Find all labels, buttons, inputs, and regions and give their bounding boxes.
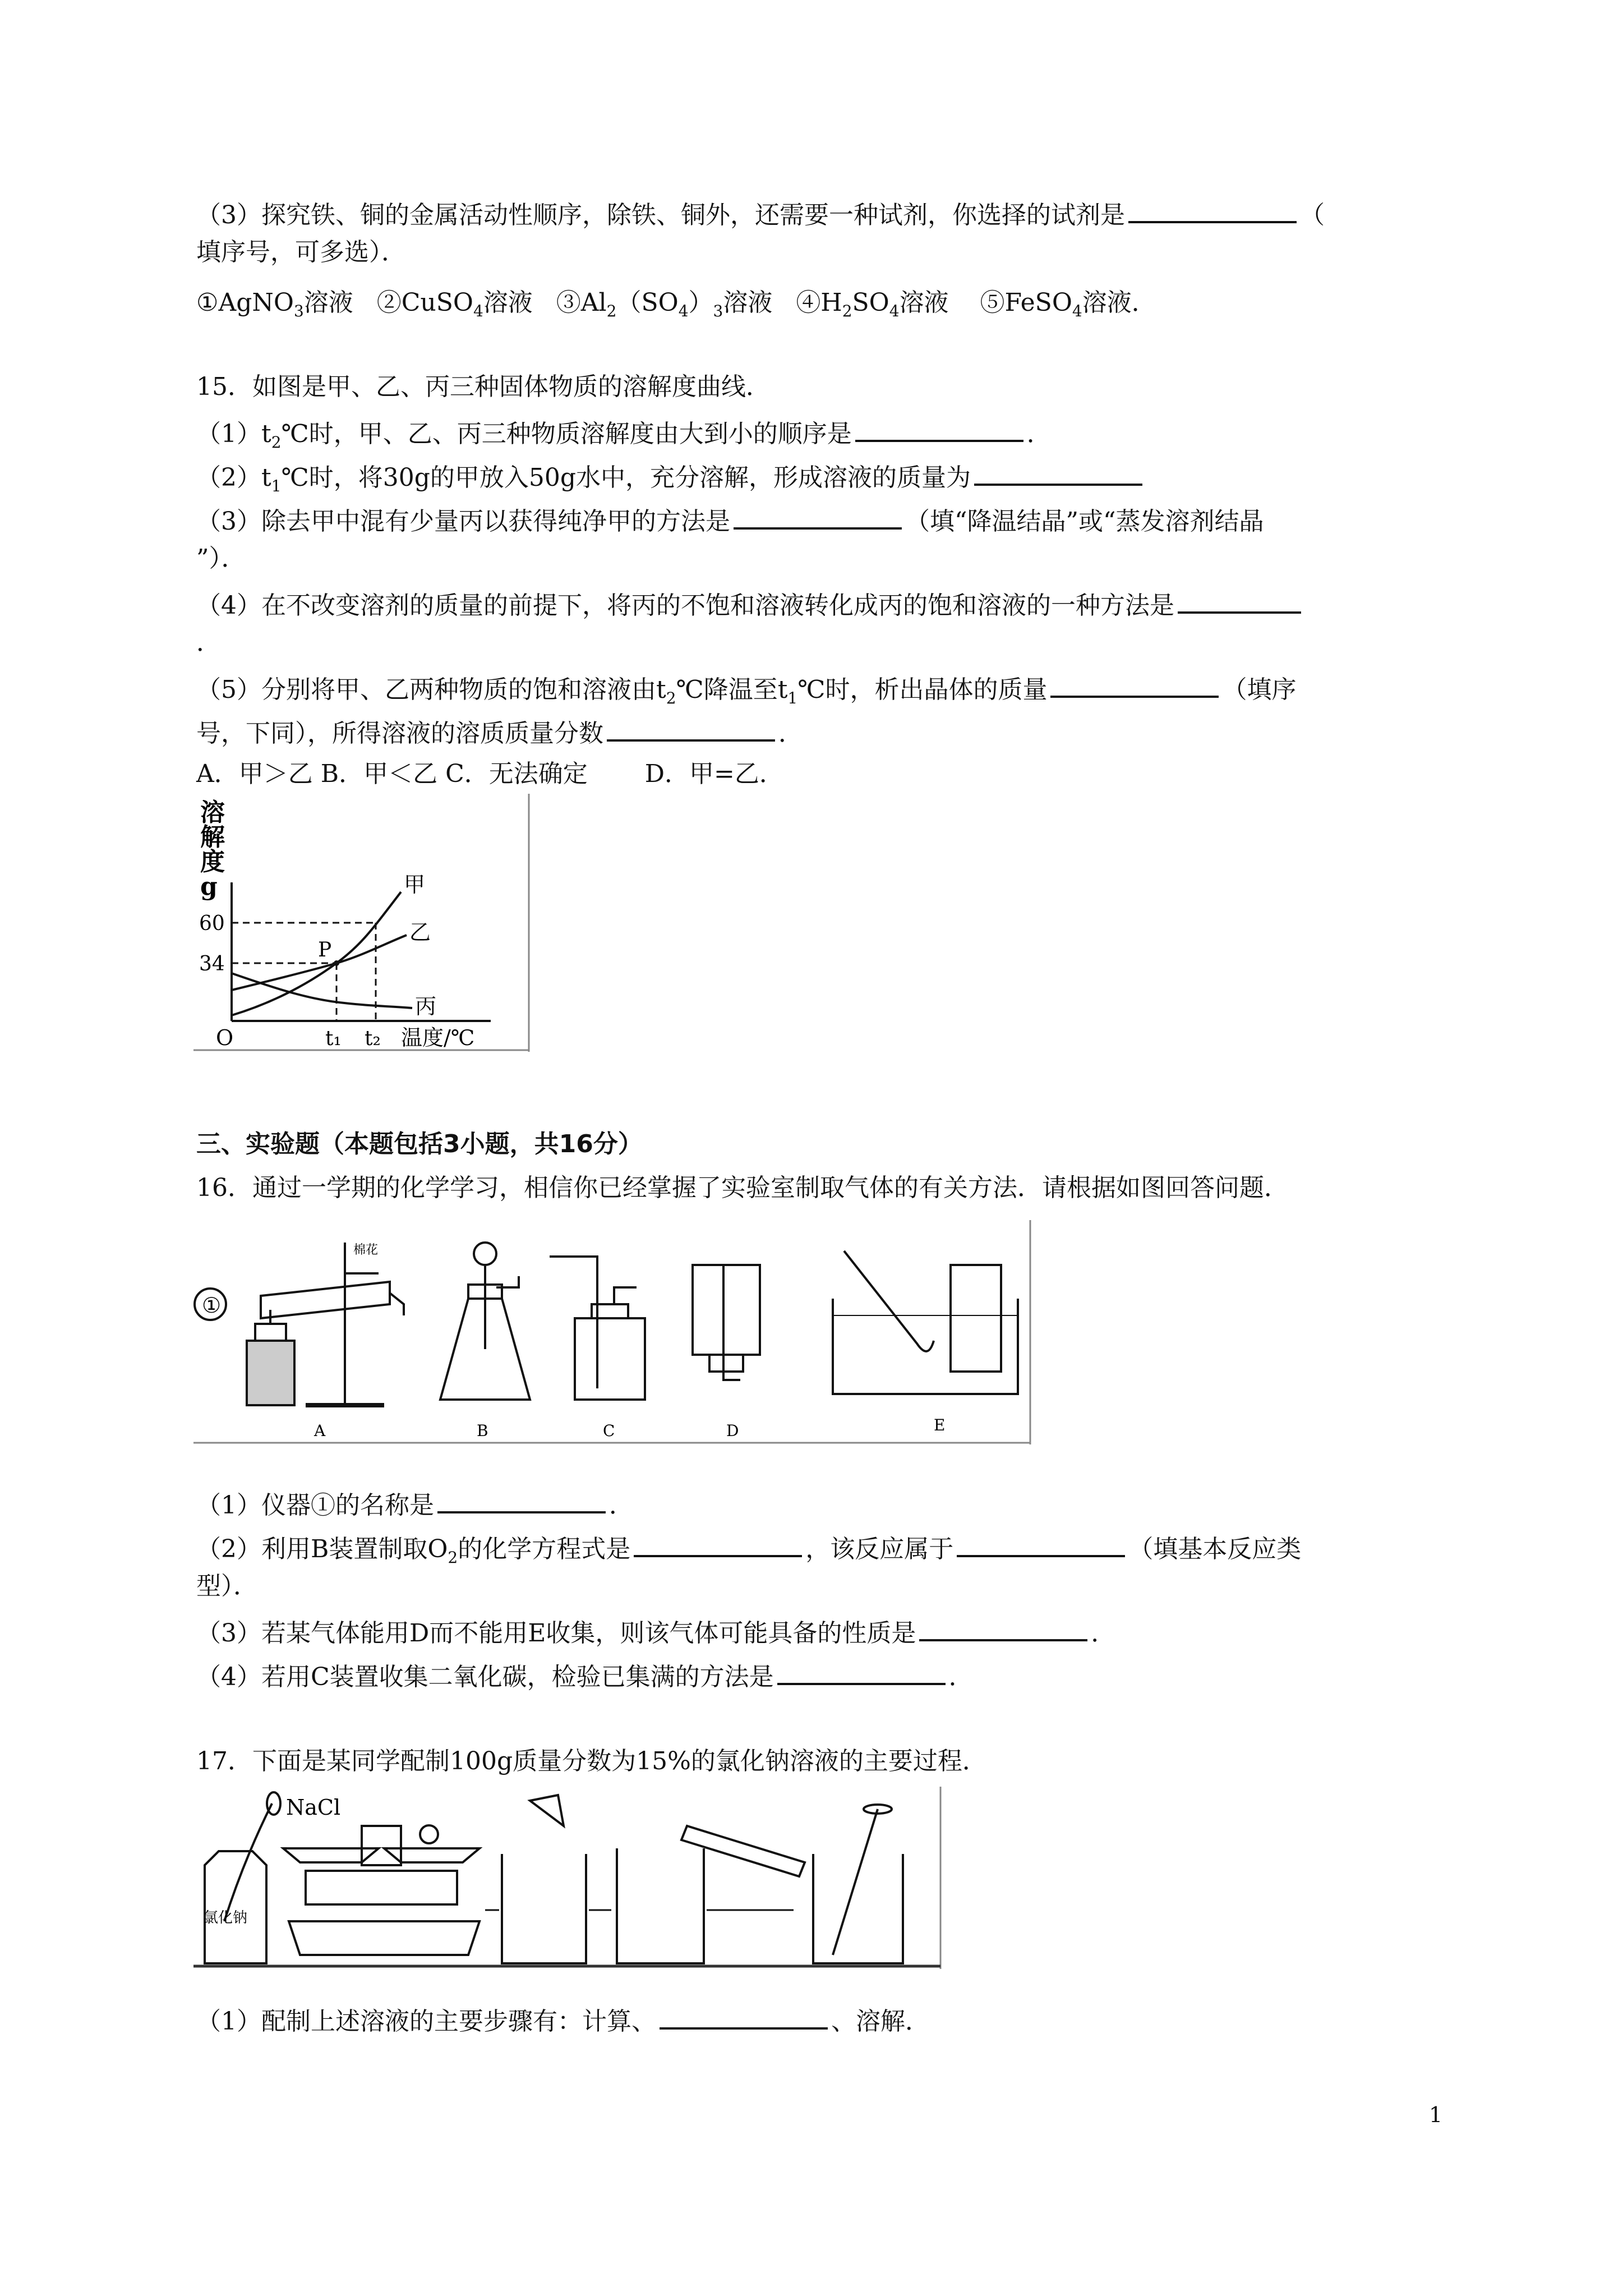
answer-blank[interactable]	[957, 1529, 1125, 1557]
answer-blank[interactable]	[1128, 195, 1297, 223]
q16-part-2-cont: 型）．	[196, 1572, 258, 1600]
solution-preparation-figure	[193, 1787, 945, 1969]
q15-part-1: $(1)t_2℃$时，甲、乙、丙三种物质溶解度由大到小的顺序是 ．	[196, 414, 1052, 459]
origin-label: O	[216, 1025, 234, 1050]
x-tick-t1: t₁	[325, 1027, 342, 1050]
answer-blank[interactable]	[974, 458, 1142, 486]
apparatus-e	[833, 1251, 1018, 1394]
q16-part-4: （4）若用C装置收集二氧化碳，检验已集满的方法是 ．	[196, 1657, 974, 1694]
apparatus-a	[195, 1243, 404, 1405]
q15-options: A．甲＞乙 B．甲＜乙 C．无法确定 D．甲=乙．	[196, 760, 784, 788]
beaker-1	[502, 1795, 586, 1963]
q15-part-4-cont: ．	[196, 628, 221, 657]
q14-line-1: （3）探究铁、铜的金属活动性顺序，除铁、铜外，还需要一种试剂，你选择的试剂是 （	[196, 195, 1325, 232]
y-tick-34: 34	[199, 953, 225, 976]
q17-title: 17．下面是某同学配制100g质量分数为15%的氯化钠溶液的主要过程．	[196, 1747, 987, 1775]
q15-part-3-cont: ”）．	[196, 544, 246, 573]
section-heading: 三、实验题（本题包括3小题，共16分）	[196, 1130, 643, 1158]
balance	[283, 1825, 479, 1955]
instrument-marker: ①	[202, 1293, 222, 1318]
q16-part-3: （3）若某气体能用D而不能用E收集，则该气体可能具备的性质是 ．	[196, 1613, 1115, 1650]
point-label-p: P	[318, 938, 332, 961]
q15-part-4: （4）在不改变溶剂的质量的前提下，将丙的不饱和溶液转化成丙的饱和溶液的一种方法是	[196, 586, 1304, 623]
x-axis-label: 温度/℃	[401, 1025, 475, 1050]
q14-options: ①AgNO$_3$溶液 ②CuSO$_4$溶液 $③Al_2(SO_4)_3$溶液 $④H_2SO_4$溶液 ⑤FeSO$_4$溶液．	[196, 288, 1156, 320]
apparatus-label-a: A	[314, 1421, 326, 1440]
x-tick-t2: t₂	[365, 1027, 381, 1050]
nacl-label: NaCl	[286, 1795, 341, 1820]
ylabel-char: 度	[200, 848, 225, 876]
q17-part-1: （1）配制上述溶液的主要步骤有：计算、 、溶解．	[196, 2001, 930, 2039]
q15-part-5: （5）分别将甲、乙两种物质的饱和溶液由$t_2℃$降温至$t_1℃$时，析出晶体的质量 （填序	[196, 670, 1296, 715]
q15-part-3: （3）除去甲中混有少量丙以获得纯净甲的方法是 （填“降温结晶”或“蒸发溶剂结晶	[196, 501, 1264, 539]
series-bing-line	[232, 973, 412, 1008]
q16-title: 16．通过一学期的化学学习，相信你已经掌握了实验室制取气体的有关方法．请根据如图回答问题．	[196, 1174, 1289, 1202]
answer-blank[interactable]	[919, 1613, 1087, 1641]
q14-line-2: 填序号，可多选）．	[196, 238, 406, 266]
answer-blank[interactable]	[855, 414, 1023, 442]
answer-blank[interactable]	[1050, 670, 1219, 698]
answer-blank[interactable]	[634, 1529, 802, 1557]
series-label-yi: 乙	[409, 920, 431, 945]
y-tick-60: 60	[199, 912, 225, 935]
page-number: 1	[1429, 2102, 1443, 2127]
beaker-2	[617, 1826, 805, 1963]
apparatus-label-b: B	[477, 1421, 488, 1440]
answer-blank[interactable]	[734, 501, 902, 530]
apparatus-label-c: C	[603, 1421, 615, 1440]
q15-part-5-cont: 号，下同），所得溶液的溶质质量分数 ．	[196, 714, 803, 751]
apparatus-label-d: D	[726, 1421, 739, 1440]
series-label-bing: 丙	[415, 994, 437, 1019]
answer-blank[interactable]	[777, 1657, 946, 1685]
answer-blank[interactable]	[1178, 586, 1301, 614]
apparatus-label-e: E	[934, 1416, 946, 1434]
bottle-label: 氯化钠	[204, 1910, 248, 1926]
q16-part-2: （2）利用B装置制取$O_2$的化学方程式是 ，该反应属于 （填基本反应类	[196, 1529, 1301, 1575]
beaker-3	[813, 1805, 903, 1963]
apparatus-b	[440, 1243, 530, 1400]
answer-blank[interactable]	[607, 714, 775, 742]
q15-part-2: $(2)t_1℃$时，将30g的甲放入50g水中，充分溶解，形成溶液的质量为	[196, 458, 1146, 503]
ylabel-char: g	[200, 872, 218, 901]
apparatus-c	[550, 1257, 645, 1400]
reagent-bottle	[205, 1792, 280, 1963]
solubility-chart	[193, 794, 536, 1052]
q15-title: 15．如图是甲、乙、丙三种固体物质的溶解度曲线．	[196, 372, 771, 401]
answer-blank[interactable]	[660, 2001, 828, 2030]
chart-ylabel	[200, 798, 225, 901]
cotton-label: 棉花	[353, 1243, 379, 1257]
q16-part-1: （1）仪器①的名称是 ．	[196, 1485, 634, 1522]
answer-blank[interactable]	[437, 1485, 606, 1513]
apparatus-d	[693, 1265, 760, 1380]
gas-apparatus-figure	[193, 1220, 1035, 1444]
intersection-point-p	[334, 960, 339, 966]
ylabel-char: 解	[200, 823, 225, 852]
series-label-jia: 甲	[404, 872, 426, 897]
ylabel-char: 溶	[200, 798, 225, 827]
